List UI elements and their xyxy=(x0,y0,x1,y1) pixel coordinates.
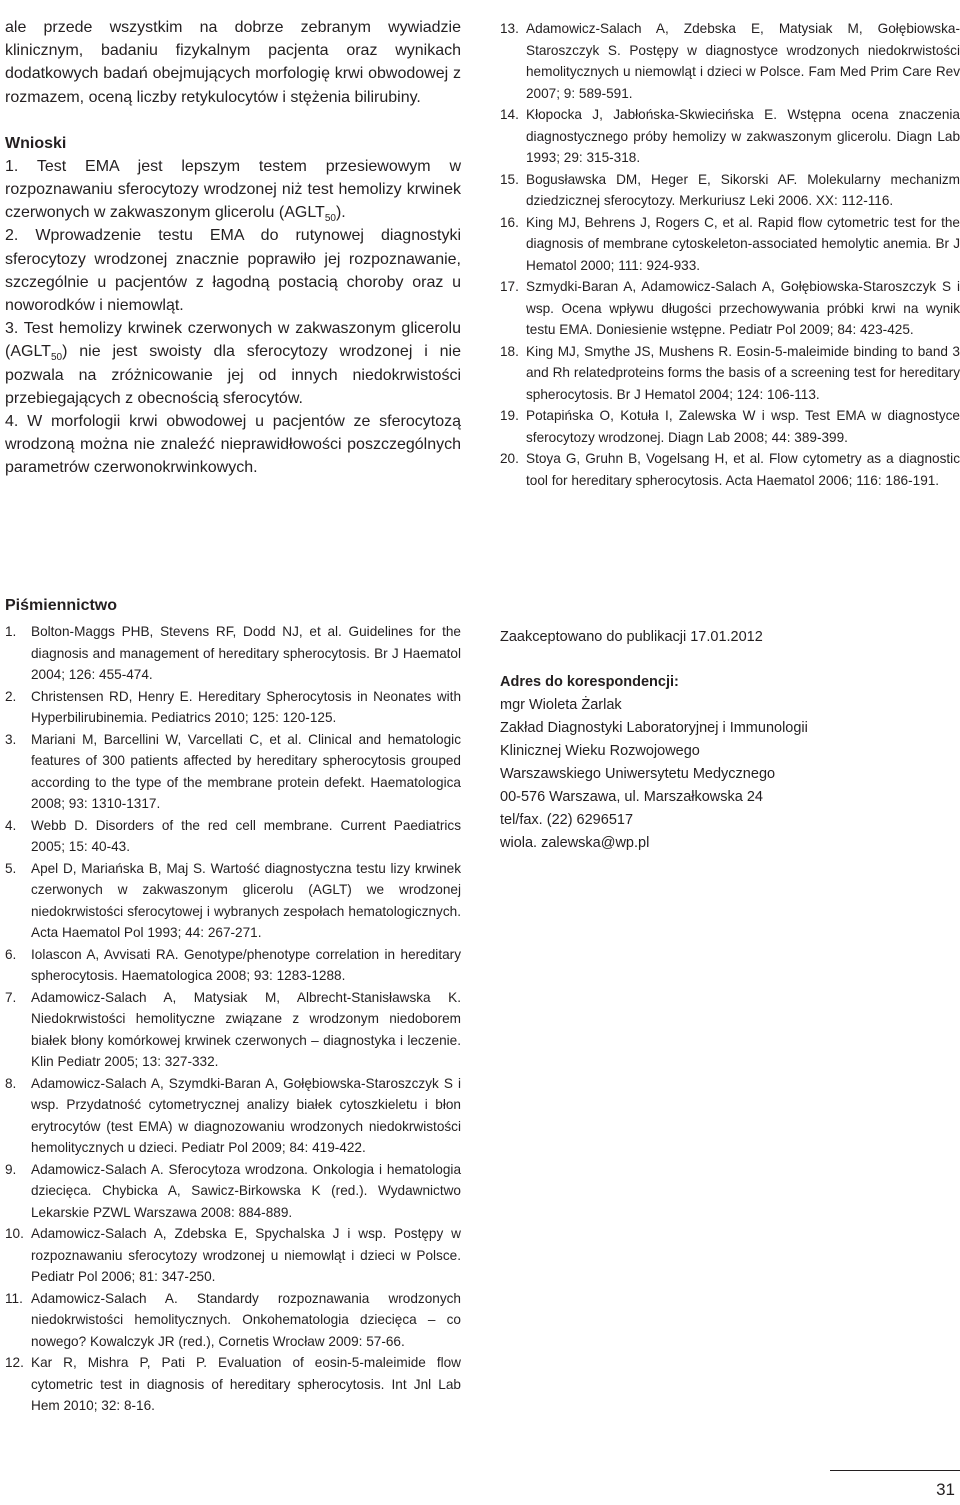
reference-item xyxy=(500,448,960,491)
address-line: mgr Wioleta Żarlak xyxy=(500,697,622,713)
reference-number: 19. xyxy=(500,408,519,423)
reference-item xyxy=(500,276,960,341)
reference-text: Kłopocka J, Jabłońska-Skwiecińska E. Wstępna ocena znaczenia diagnostycznego próby hemolizy w zakwaszonym glicerolu. Diagn Lab 1993; 29: 315-318. xyxy=(526,107,960,165)
reference-number: 6. xyxy=(5,946,17,962)
reference-number: 16. xyxy=(500,214,519,230)
reference-text: Szmydki-Baran A, Adamowicz-Salach A, Gołębiowska-Staroszczyk S i wsp. Ocena wpływu długości przechowywania próbki krwi na wynik testu EMA. Doniesienie wstępne. Pediatr Pol 2009; 84: 423-425. xyxy=(526,279,960,337)
reference-item xyxy=(5,1159,461,1224)
reference-text: Bolton-Maggs PHB, Stevens RF, Dodd NJ, et al. Guidelines for the diagnosis and management of hereditary spherocytosis. Br J Haematol 2004; 126: 455-474. xyxy=(31,624,461,682)
conclusions-heading: Wnioski xyxy=(5,134,67,152)
reference-text: Stoya G, Gruhn B, Vogelsang H, et al. Flow cytometry as a diagnostic tool for hereditary spherocytosis. Acta Haematol 2006; 116: 186-191. xyxy=(526,451,960,488)
reference-number: 7. xyxy=(5,989,17,1005)
reference-text: Adamowicz-Salach A. Sferocytoza wrodzona. Onkologia i hematologia dziecięca. Chybicka A, Sawicz-Birkowska K (red.). Wydawnictwo Lekarskie PZWL Warszawa 2008: 884-889. xyxy=(31,1161,461,1220)
reference-text: Potapińska O, Kotuła I, Zalewska W i wsp. Test EMA w diagnostyce sferocytozy wrodzonej. Diagn Lab 2008; 44: 389-399. xyxy=(526,408,960,445)
reference-text: Adamowicz-Salach A, Szymdki-Baran A, Gołębiowska-Staroszczyk S i wsp. Przydatność cytometrycznej analizy białek cytoszkieletu i błon erytrocytów (test EMA) w diagnozowaniu wrodzonych niedokrwistości hemolitycznych u dzieci. Pediatr Pol 2009; 84: 419-422. xyxy=(31,1075,461,1155)
reference-text: Adamowicz-Salach A. Standardy rozpoznawania wrodzonych niedokrwistości hemolitycznych. Onkohematologia dziecięca – co nowego? Kowalczyk JR (red.), Cornetis Wrocław 2009: 57-66. xyxy=(31,1290,461,1349)
reference-text: Apel D, Mariańska B, Maj S. Wartość diagnostyczna testu lizy krwinek czerwonych w zakwaszonym glicerolu (AGLT) we wrodzonej niedokrwistości sferocytowej i wybranych zespołach hematologicznych. Acta Haematol Pol 1993; 44: 267-271. xyxy=(31,860,461,940)
reference-text: King MJ, Behrens J, Rogers C, et al. Rapid flow cytometric test for the diagnosis of membrane cytoskeleton-associated hemolytic anemia. Br J Hematol 2000; 111: 924-933. xyxy=(526,214,960,273)
reference-item xyxy=(500,169,960,212)
reference-item xyxy=(5,1073,461,1159)
reference-text: Kar R, Mishra P, Pati P. Evaluation of eosin-5-maleimide flow cytometric test in diagnosis of hereditary spherocytosis. Int Jnl Lab Hem 2010; 32: 8-16. xyxy=(31,1355,461,1413)
references-heading: Piśmiennictwo xyxy=(5,597,118,614)
address-line: Zakład Diagnostyki Laboratoryjnej i Immunologii xyxy=(500,720,808,736)
reference-item xyxy=(5,1288,461,1353)
reference-text: Webb D. Disorders of the red cell membrane. Current Paediatrics 2005; 15: 40-43. xyxy=(31,817,461,854)
reference-text: Mariani M, Barcellini W, Varcellati C, et al. Clinical and hematologic features of 300 patients affected by hereditary spherocytosis grouped according to the type of the membrane protein defekt. Haematologica 2008; 93: 1310-1317. xyxy=(31,731,461,811)
accepted-date: Zaakceptowano do publikacji 17.01.2012 xyxy=(500,629,763,645)
conclusion-item-3: 3. Test hemolizy krwinek czerwonych w zakwaszonym glicerolu $(AGLT_{50})$ nie jest swoisty dla sferocytozy wrodzonej i nie pozwala na zróżnicowanie jej od innych niedokrwistości przebiegających z obecnością sferocytów. xyxy=(5,320,462,407)
reference-item xyxy=(5,686,461,729)
reference-text: Bogusławska DM, Heger E, Sikorski AF. Molekularny mechanizm dziedzicznej sferocytozy. Merkuriusz Leki 2006. XX: 112-116. xyxy=(526,171,960,208)
reference-number: 12. xyxy=(5,1355,24,1370)
reference-text: Iolascon A, Avvisati RA. Genotype/phenotype correlation in hereditary spherocytosis. Haematologica 2008; 93: 1283-1288. xyxy=(31,946,461,983)
conclusion-item-4: 4. W morfologii krwi obwodowej u pacjentów ze sferocytozą wrodzoną można nie znaleźć nieprawidłowości poszczególnych parametrów czerwonokrwinkowych. xyxy=(5,413,461,477)
reference-list-left xyxy=(5,621,461,1417)
reference-item xyxy=(5,944,461,987)
reference-number: 20. xyxy=(500,451,519,466)
address-line: Warszawskiego Uniwersytetu Medycznego xyxy=(500,766,776,782)
reference-number: 10. xyxy=(5,1226,24,1241)
page-number: 31 xyxy=(936,1480,955,1499)
conclusions-column xyxy=(5,16,461,480)
correspondence-block xyxy=(500,626,950,855)
reference-item xyxy=(500,341,960,406)
reference-text: Christensen RD, Henry E. Hereditary Spherocytosis in Neonates with Hyperbilirubinemia. Pediatrics 2010; 125: 120-125. xyxy=(31,688,461,725)
reference-number: 11. xyxy=(5,1290,23,1306)
reference-text: Adamowicz-Salach A, Zdebska E, Matysiak M, Gołębiowska-Staroszczyk S. Postępy w diagnostyce wrodzonych niedokrwistości hemolitycznych u niemowląt i dzieci w Polsce. Fam Med Prim Care Rev 2007; 9: 589-591. xyxy=(526,21,960,101)
address-line: tel/fax. (22) 6296517 xyxy=(500,812,634,828)
reference-item xyxy=(500,18,960,104)
reference-item xyxy=(5,621,461,686)
reference-number: 14. xyxy=(500,107,519,122)
page-number-rule xyxy=(830,1470,960,1471)
address-line: Klinicznej Wieku Rozwojowego xyxy=(500,743,700,759)
address-line[interactable]: wiola. zalewska@wp.pl xyxy=(500,835,650,851)
correspondence-heading: Adres do korespondencji: xyxy=(500,674,679,690)
reference-number: 2. xyxy=(5,688,17,704)
reference-number: 5. xyxy=(5,860,17,876)
conclusion-item-2: 2. Wprowadzenie testu EMA do rutynowej diagnostyki sferocytozy wrodzonej znacznie poprawiło jej rozpoznawanie, szczególnie u pacjentów z łagodną postacią choroby oraz u noworodków i niemowląt. xyxy=(5,227,461,315)
reference-text: King MJ, Smythe JS, Mushens R. Eosin-5-maleimide binding to band 3 and Rh relatedproteins forms the basis of a screening test for hereditary spherocytosis. Br J Hematol 2004; 124: 106-113. xyxy=(526,343,960,402)
reference-number: 3. xyxy=(5,731,17,747)
reference-item xyxy=(5,858,461,944)
intro-paragraph: ale przede wszystkim na dobrze zebranym wywiadzie klinicznym, badaniu fizykalnym pacjenta oraz wynikach dodatkowych badań obejmujących morfologię krwi obwodowej z rozmazem, oceną liczby retykulocytów i stężenia bilirubiny. xyxy=(5,19,461,106)
references-section xyxy=(5,594,461,1417)
reference-number: 4. xyxy=(5,817,17,833)
reference-item xyxy=(500,104,960,169)
reference-text: Adamowicz-Salach A, Matysiak M, Albrecht-Stanisławska K. Niedokrwistości hemolityczne związane z wrodzonym niedoborem białek błony komórkowej krwinek czerwonych – diagnostyka i leczenie. Klin Pediatr 2005; 13: 327-332. xyxy=(31,989,461,1069)
reference-item xyxy=(5,729,461,815)
correspondence-address xyxy=(500,694,950,855)
reference-item xyxy=(5,987,461,1073)
reference-number: 13. xyxy=(500,21,519,36)
reference-item xyxy=(500,405,960,448)
reference-number: 15. xyxy=(500,171,519,187)
reference-text: Adamowicz-Salach A, Zdebska E, Spychalska J i wsp. Postępy w rozpoznawaniu sferocytozy wrodzonej u niemowląt i dzieci w Polsce. Pediatr Pol 2006; 81: 347-250. xyxy=(31,1226,461,1284)
reference-number: 17. xyxy=(500,279,519,294)
reference-number: 9. xyxy=(5,1161,17,1177)
conclusion-item-1: 1. Test EMA jest lepszym testem przesiewowym w rozpoznawaniu sferocytozy wrodzonej niż test hemolizy krwinek czerwonych w zakwaszonym glicerolu $(AGLT_{50})$. xyxy=(5,157,461,225)
reference-item xyxy=(5,815,461,858)
references-continued xyxy=(500,18,960,491)
reference-number: 18. xyxy=(500,343,519,359)
reference-number: 8. xyxy=(5,1075,17,1091)
reference-item xyxy=(5,1352,461,1417)
reference-item xyxy=(5,1223,461,1288)
reference-item xyxy=(500,212,960,277)
reference-number: 1. xyxy=(5,624,17,639)
address-line: 00-576 Warszawa, ul. Marszałkowska 24 xyxy=(500,789,763,805)
reference-list-right xyxy=(500,18,960,491)
